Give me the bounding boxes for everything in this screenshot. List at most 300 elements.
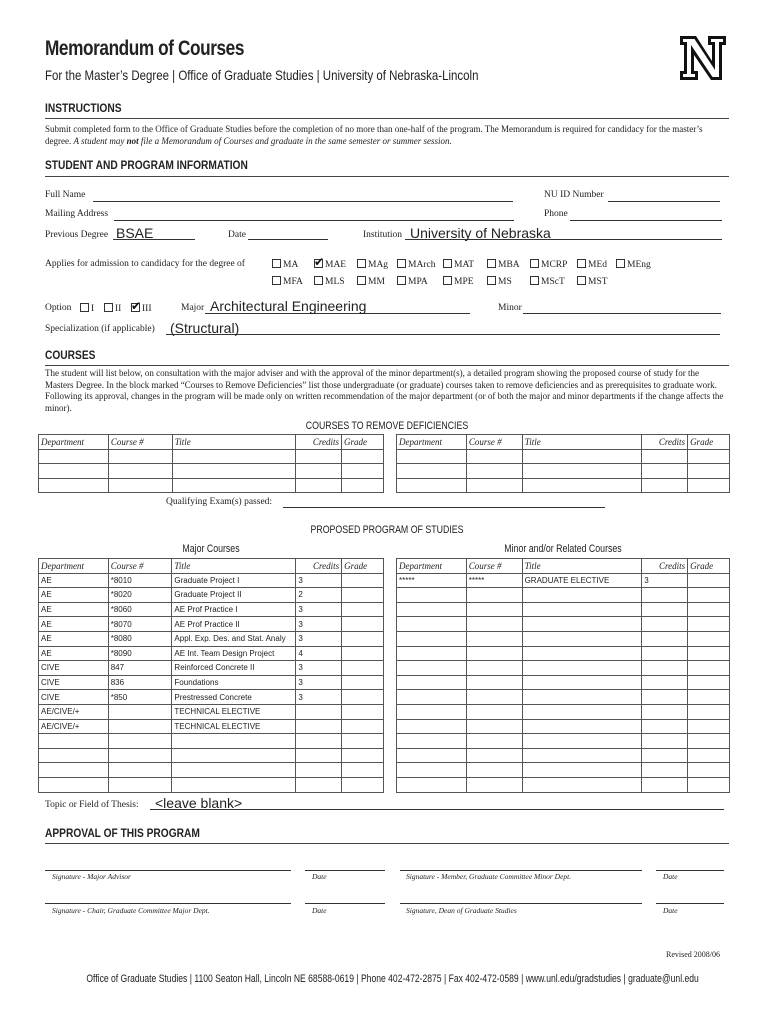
checkbox-icon[interactable] [487,276,496,285]
table-cell[interactable] [296,704,342,719]
table-row [39,734,384,749]
date-label: Date [663,906,678,915]
degree-mat-checkbox[interactable] [443,259,474,270]
table-cell[interactable] [342,661,384,676]
degree-label: MArch [408,260,436,270]
table-row [397,704,730,719]
table-cell[interactable] [522,646,642,661]
degree-label: MST [588,277,608,287]
degree-mm-checkbox[interactable] [357,276,385,287]
table-cell[interactable] [688,573,730,588]
table-row [39,617,384,632]
table-row [39,646,384,661]
chair-signature-line[interactable] [45,903,291,904]
table-cell[interactable] [466,646,522,661]
specialization-field[interactable] [166,325,720,335]
full-name-label: Full Name [45,190,86,200]
date-line[interactable] [305,870,385,871]
degree-label: MAT [454,260,475,270]
option-iii-checkbox[interactable] [131,303,152,314]
form-subtitle: For the Master’s Degree | Office of Graduate Studies | University of Nebraska-Lincoln [45,67,479,83]
table-cell[interactable]: Graduate Project II [172,588,296,603]
checkbox-icon[interactable] [530,276,539,285]
degree-label: MM [368,277,385,287]
table-cell[interactable] [688,588,730,603]
table-cell[interactable] [522,661,642,676]
checkbox-icon[interactable] [314,276,323,285]
table-cell[interactable] [466,777,522,792]
table-cell[interactable]: *8060 [108,602,172,617]
option-label: II [115,304,122,314]
col-header: Course # [466,559,522,574]
checkbox-icon[interactable] [397,259,406,268]
date-label: Date [228,230,246,240]
table-cell[interactable] [688,763,730,778]
table-cell[interactable]: 3 [642,573,688,588]
table-cell[interactable] [342,777,384,792]
table-cell[interactable]: TECHNICAL ELECTIVE [172,719,296,734]
degree-label: MA [283,260,299,270]
table-cell[interactable] [688,719,730,734]
table-cell[interactable] [522,777,642,792]
minor-courses-table [396,558,730,793]
divider [45,176,729,177]
major-advisor-signature-line[interactable] [45,870,291,871]
table-cell[interactable] [688,617,730,632]
table-row [397,690,730,705]
table-cell[interactable] [642,617,688,632]
table-cell[interactable] [466,631,522,646]
table-row [397,661,730,676]
table-cell[interactable] [296,734,342,749]
degree-label: MPE [454,277,474,287]
option-label: I [91,304,95,314]
institution-value: University of Nebraska [410,225,551,241]
table-cell[interactable] [342,719,384,734]
table-cell[interactable] [397,588,467,603]
table-cell[interactable] [466,588,522,603]
table-cell[interactable] [397,704,467,719]
table-cell[interactable]: *8080 [108,631,172,646]
table-cell[interactable]: 836 [108,675,172,690]
divider [45,118,729,119]
table-cell[interactable] [397,675,467,690]
table-cell[interactable] [342,734,384,749]
degree-label: MEd [588,260,607,270]
table-cell[interactable]: *8090 [108,646,172,661]
table-cell[interactable] [642,690,688,705]
checkbox-icon[interactable] [357,259,366,268]
table-cell[interactable] [522,748,642,763]
table-cell[interactable]: TECHNICAL ELECTIVE [172,704,296,719]
table-cell[interactable]: 847 [108,661,172,676]
table-row [39,704,384,719]
table-cell[interactable] [108,763,172,778]
degree-mcrp-checkbox[interactable] [530,259,567,270]
table-cell[interactable] [642,748,688,763]
col-header: Title [522,435,641,450]
table-cell[interactable] [342,602,384,617]
table-cell[interactable]: 3 [296,661,342,676]
table-cell[interactable] [522,719,642,734]
col-header: Grade [688,559,730,574]
table-cell[interactable] [172,777,296,792]
date-field[interactable] [248,230,328,240]
major-courses-caption: Major Courses [182,543,240,555]
table-cell[interactable] [466,617,522,632]
previous-degree-value: BSAE [116,225,154,241]
table-cell[interactable] [296,777,342,792]
table-cell[interactable] [642,763,688,778]
table-cell[interactable] [172,734,296,749]
table-cell[interactable]: AE Int. Team Design Project [172,646,296,661]
checked-box-icon[interactable] [314,259,323,268]
table-row [397,719,730,734]
qualifying-exam-label: Qualifying Exam(s) passed: [166,497,273,507]
table-cell[interactable]: 3 [296,573,342,588]
table-cell[interactable] [522,704,642,719]
table-cell[interactable]: AE [39,573,109,588]
checkbox-icon[interactable] [397,276,406,285]
table-cell[interactable]: *8010 [108,573,172,588]
table-cell[interactable]: Graduate Project I [172,573,296,588]
table-cell[interactable] [466,661,522,676]
degree-mpe-checkbox[interactable] [443,276,474,287]
table-cell[interactable] [172,748,296,763]
checkbox-icon[interactable] [272,276,281,285]
table-cell[interactable]: 2 [296,588,342,603]
date-label: Date [663,872,678,881]
table-cell[interactable] [522,602,642,617]
checkbox-icon[interactable] [577,259,586,268]
col-header: Credits [642,559,688,574]
table-row [39,602,384,617]
table-cell[interactable] [688,646,730,661]
phone-field[interactable] [570,211,722,221]
table-cell[interactable] [296,748,342,763]
col-header: Title [522,559,642,574]
table-cell[interactable] [39,777,109,792]
degree-msct-checkbox[interactable] [530,276,565,287]
degree-label: MFA [283,277,303,287]
table-row [39,777,384,792]
dean-signature-line[interactable] [400,903,642,904]
table-cell[interactable]: ***** [466,573,522,588]
degree-mpa-checkbox[interactable] [397,276,428,287]
table-cell[interactable]: *8020 [108,588,172,603]
table-cell[interactable] [397,661,467,676]
table-cell[interactable]: *8070 [108,617,172,632]
table-cell[interactable]: AE Prof Practice I [172,602,296,617]
table-cell[interactable] [642,631,688,646]
table-cell[interactable] [522,690,642,705]
table-row [397,464,730,479]
col-header: Department [397,435,467,450]
table-cell[interactable]: AE Prof Practice II [172,617,296,632]
table-cell[interactable]: 3 [296,690,342,705]
table-cell[interactable] [342,748,384,763]
table-cell[interactable] [397,777,467,792]
checkbox-icon[interactable] [357,276,366,285]
degree-label: MCRP [541,260,568,270]
table-cell[interactable] [108,734,172,749]
table-cell[interactable]: *850 [108,690,172,705]
table-cell[interactable] [342,631,384,646]
table-cell[interactable] [466,734,522,749]
table-row [397,675,730,690]
table-row [39,588,384,603]
table-cell[interactable] [39,763,109,778]
table-cell[interactable]: 4 [296,646,342,661]
degree-mae-checkbox[interactable] [314,259,346,270]
table-cell[interactable]: Appl. Exp. Des. and Stat. Analy [172,631,296,646]
table-cell[interactable] [172,763,296,778]
degree-meng-checkbox[interactable] [616,259,651,270]
table-cell[interactable] [688,690,730,705]
table-cell[interactable] [39,734,109,749]
degree-label: MAg [368,260,389,270]
table-row [397,588,730,603]
option-i-checkbox[interactable] [80,303,94,314]
table-cell[interactable] [688,602,730,617]
table-cell[interactable] [397,734,467,749]
table-cell[interactable] [642,675,688,690]
table-cell[interactable]: 3 [296,617,342,632]
table-cell[interactable] [642,734,688,749]
checked-box-icon[interactable] [131,303,140,312]
table-cell[interactable]: AE/CIVE/+ [39,704,109,719]
degree-label: MScT [541,277,565,287]
instructions-text: Submit completed form to the Office of Graduate Studies before the completion of no more than one-half of the program. The Memorandum is required for candidacy for the master’s degree. A student may not file a Memorandum of Courses and graduate in the same semester or summer session. [45,124,703,146]
table-cell[interactable]: ***** [397,573,467,588]
degree-mfa-checkbox[interactable] [272,276,303,287]
deficiencies-table-left [38,434,384,493]
date-line[interactable] [305,903,385,904]
table-row [397,748,730,763]
table-row [39,763,384,778]
table-cell[interactable] [688,777,730,792]
instructions-heading: INSTRUCTIONS [45,101,122,115]
table-row [39,631,384,646]
option-label: Option [45,303,72,313]
table-cell[interactable] [108,777,172,792]
student-info-heading: STUDENT AND PROGRAM INFORMATION [45,158,248,172]
table-row [397,631,730,646]
table-cell[interactable] [522,617,642,632]
table-cell[interactable]: CIVE [39,661,109,676]
table-row [397,449,730,464]
table-cell[interactable] [397,690,467,705]
checkbox-icon[interactable] [80,303,89,312]
degree-mag-checkbox[interactable] [357,259,388,270]
table-row [39,748,384,763]
col-header: Department [39,559,109,574]
table-cell[interactable] [397,719,467,734]
table-row [397,478,730,493]
dean-signature-label: Signature, Dean of Graduate Studies [406,906,517,915]
date-label: Date [312,872,327,881]
table-cell[interactable]: CIVE [39,675,109,690]
table-cell[interactable] [642,661,688,676]
checkbox-icon[interactable] [272,259,281,268]
table-row [39,449,384,464]
col-header: Title [172,559,296,574]
degree-label: MS [498,277,512,287]
table-cell[interactable] [522,631,642,646]
table-cell[interactable] [397,602,467,617]
table-cell[interactable] [466,719,522,734]
table-cell[interactable] [342,573,384,588]
col-header: Title [172,435,295,450]
table-cell[interactable]: CIVE [39,690,109,705]
degree-label: MPA [408,277,428,287]
date-line[interactable] [656,870,724,871]
nuid-field[interactable] [608,192,720,202]
checkbox-icon[interactable] [443,259,452,268]
table-cell[interactable] [466,602,522,617]
table-cell[interactable]: AE [39,631,109,646]
full-name-field[interactable] [93,192,513,202]
table-cell[interactable]: 3 [296,631,342,646]
table-cell[interactable]: AE/CIVE/+ [39,719,109,734]
table-cell[interactable] [342,588,384,603]
table-cell[interactable] [642,602,688,617]
table-cell[interactable] [466,763,522,778]
degree-mls-checkbox[interactable] [314,276,345,287]
table-cell[interactable] [342,704,384,719]
table-row [39,573,384,588]
option-ii-checkbox[interactable] [104,303,121,314]
checkbox-icon[interactable] [443,276,452,285]
table-cell[interactable] [342,763,384,778]
major-label: Major [181,303,205,313]
table-cell[interactable]: AE [39,617,109,632]
degree-mst-checkbox[interactable] [577,276,608,287]
checkbox-icon[interactable] [616,259,625,268]
checkbox-icon[interactable] [530,259,539,268]
divider [45,365,729,366]
table-cell[interactable] [642,704,688,719]
table-cell[interactable] [397,631,467,646]
table-cell[interactable] [688,704,730,719]
table-cell[interactable] [397,748,467,763]
table-cell[interactable] [108,719,172,734]
table-row [397,734,730,749]
qualifying-exam-field[interactable] [283,498,605,508]
table-row [39,661,384,676]
table-cell[interactable] [522,763,642,778]
applies-candidacy-label: Applies for admission to candidacy for the degree of [45,259,245,269]
phone-label: Phone [544,209,568,219]
table-cell[interactable] [108,748,172,763]
table-cell[interactable] [342,675,384,690]
specialization-value: (Structural) [170,320,240,336]
table-cell[interactable]: 3 [296,602,342,617]
table-cell[interactable] [642,719,688,734]
col-header: Department [39,435,109,450]
mailing-address-field[interactable] [114,211,514,221]
minor-member-signature-line[interactable] [400,870,642,871]
table-cell[interactable] [342,617,384,632]
checkbox-icon[interactable] [104,303,113,312]
table-row [397,763,730,778]
table-cell[interactable]: Prestressed Concrete [172,690,296,705]
table-cell[interactable] [522,588,642,603]
date-line[interactable] [656,903,724,904]
table-cell[interactable] [108,704,172,719]
table-cell[interactable] [642,777,688,792]
degree-march-checkbox[interactable] [397,259,435,270]
previous-degree-label: Previous Degree [45,230,109,240]
table-cell[interactable] [39,748,109,763]
table-cell[interactable] [688,734,730,749]
table-cell[interactable]: GRADUATE ELECTIVE [522,573,642,588]
table-cell[interactable] [466,675,522,690]
divider [45,843,729,844]
degree-label: MBA [498,260,520,270]
checkbox-icon[interactable] [577,276,586,285]
table-row [397,617,730,632]
degree-ms-checkbox[interactable] [487,276,512,287]
table-cell[interactable] [466,704,522,719]
major-courses-table [38,558,384,793]
degree-mba-checkbox[interactable] [487,259,520,270]
table-cell[interactable] [522,734,642,749]
minor-label: Minor [498,303,522,313]
table-cell[interactable] [296,719,342,734]
thesis-value: <leave blank> [155,795,243,811]
table-cell[interactable] [688,661,730,676]
table-cell[interactable] [688,675,730,690]
form-title: Memorandum of Courses [45,37,245,60]
degree-med-checkbox[interactable] [577,259,607,270]
table-cell[interactable] [688,631,730,646]
table-cell[interactable]: Reinforced Concrete II [172,661,296,676]
table-cell[interactable]: Foundations [172,675,296,690]
table-cell[interactable]: AE [39,602,109,617]
degree-label: MLS [325,277,345,287]
courses-instructions-text: The student will list below, on consultation with the major adviser and with the approval of the minor department(s), a detailed program showing the proposed course of study for the Masters Degree. In the block marked “Courses to Remove Deficiencies” list those undergraduate (or graduate) courses taken to remove deficiencies and as prerequisites to graduate work. Following its approval, changes in the program will be made only on written recommendation of the major department (or of both the major and minor departments if the change affects the minor). [45,368,724,413]
col-header: Course # [108,559,172,574]
table-cell[interactable] [688,748,730,763]
minor-field[interactable] [523,304,721,314]
table-cell[interactable] [397,617,467,632]
table-cell[interactable]: AE [39,646,109,661]
table-row [39,478,384,493]
date-label: Date [312,906,327,915]
table-cell[interactable] [342,690,384,705]
table-cell[interactable] [522,675,642,690]
degree-ma-checkbox[interactable] [272,259,298,270]
nebraska-n-logo-icon [678,33,728,83]
table-cell[interactable] [466,748,522,763]
nuid-label: NU ID Number [544,190,604,200]
approval-heading: APPROVAL OF THIS PROGRAM [45,826,200,840]
col-header: Credits [296,559,342,574]
table-cell[interactable] [296,763,342,778]
minor-member-signature-label: Signature - Member, Graduate Committee Minor Dept. [406,872,572,881]
table-cell[interactable] [397,646,467,661]
table-cell[interactable] [397,763,467,778]
checkbox-icon[interactable] [487,259,496,268]
table-cell[interactable]: 3 [296,675,342,690]
table-cell[interactable] [342,646,384,661]
table-cell[interactable]: AE [39,588,109,603]
table-row [39,719,384,734]
table-cell[interactable] [642,588,688,603]
table-cell[interactable] [466,690,522,705]
table-cell[interactable] [642,646,688,661]
